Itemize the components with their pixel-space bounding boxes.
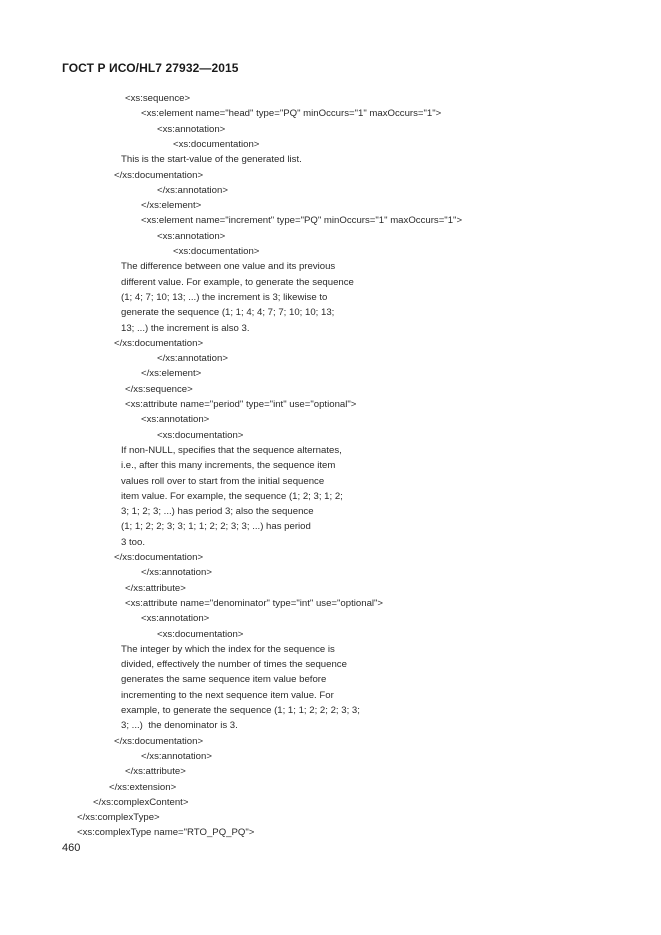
code-line: <xs:annotation> (157, 123, 226, 135)
code-line: (1; 1; 2; 2; 3; 3; 1; 1; 2; 2; 3; 3; ...) has period (121, 521, 311, 533)
code-line: If non-NULL, specifies that the sequence alternates, (121, 444, 342, 456)
code-line: <xs:sequence> (125, 93, 191, 104)
code-line: </xs:extension> (109, 781, 177, 793)
code-line: values roll over to start from the initial sequence (121, 475, 325, 487)
code-line: </xs:documentation> (114, 337, 204, 349)
code-line: <xs:attribute name="period" type="int" use="optional"> (125, 399, 357, 410)
page-number: 460 (62, 842, 81, 854)
code-line: </xs:attribute> (125, 766, 186, 778)
code-line: i.e., after this many increments, the sequence item (121, 460, 336, 472)
code-line: generate the sequence (1; 1; 4; 4; 7; 7; 10; 10; 13; (121, 307, 335, 319)
code-line: </xs:documentation> (114, 552, 204, 563)
code-line: </xs:annotation> (157, 353, 228, 365)
code-line: <xs:element name="head" type="PQ" minOccurs="1" maxOccurs="1"> (141, 108, 442, 120)
code-line: </xs:element> (141, 200, 202, 212)
code-line: <xs:attribute name="denominator" type="int" use="optional"> (125, 597, 384, 609)
code-line: </xs:annotation> (141, 750, 212, 762)
code-line: The difference between one value and its previous (121, 261, 336, 273)
code-line: <xs:documentation> (157, 429, 244, 441)
code-line: <xs:annotation> (141, 613, 210, 625)
code-line: example, to generate the sequence (1; 1; 1; 2; 2; 2; 3; 3; (121, 705, 360, 716)
code-line: divided, effectively the number of times the sequence (121, 659, 347, 671)
code-line: 3; ...) the denominator is 3. (121, 720, 238, 732)
code-line: <xs:documentation> (173, 138, 260, 150)
code-line: 13; ...) the increment is also 3. (121, 322, 250, 334)
code-line: The integer by which the index for the sequence is (121, 643, 335, 655)
code-line: different value. For example, to generate the sequence (121, 276, 354, 288)
code-line: 3 too. (121, 536, 146, 548)
code-line: </xs:annotation> (157, 184, 228, 196)
code-line: 3; 1; 2; 3; ...) has period 3; also the sequence (121, 506, 314, 518)
code-line: </xs:complexContent> (93, 796, 189, 808)
code-line: incrementing to the next sequence item value. For (121, 689, 334, 701)
code-line: </xs:documentation> (114, 735, 204, 747)
code-line: item value. For example, the sequence (1; 2; 3; 1; 2; (121, 490, 343, 502)
code-line: </xs:element> (141, 368, 202, 380)
code-line: </xs:annotation> (141, 567, 212, 579)
code-line: </xs:documentation> (114, 169, 204, 181)
code-line: </xs:attribute> (125, 582, 186, 594)
code-line: <xs:complexType name="RTO_PQ_PQ"> (77, 827, 255, 839)
document-header: ГОСТ Р ИСО/HL7 27932—2015 (62, 61, 239, 75)
code-line: <xs:annotation> (157, 230, 226, 242)
code-line: <xs:documentation> (173, 246, 260, 257)
code-line: (1; 4; 7; 10; 13; ...) the increment is 3; likewise to (121, 291, 328, 303)
code-line: generates the same sequence item value before (121, 674, 327, 686)
code-line: <xs:element name="increment" type="PQ" minOccurs="1" maxOccurs="1"> (141, 215, 463, 227)
code-line: </xs:complexType> (77, 812, 160, 824)
code-line: </xs:sequence> (125, 383, 193, 395)
code-line: <xs:documentation> (157, 628, 244, 640)
code-line: <xs:annotation> (141, 414, 210, 426)
code-line: This is the start-value of the generated list. (121, 154, 302, 166)
